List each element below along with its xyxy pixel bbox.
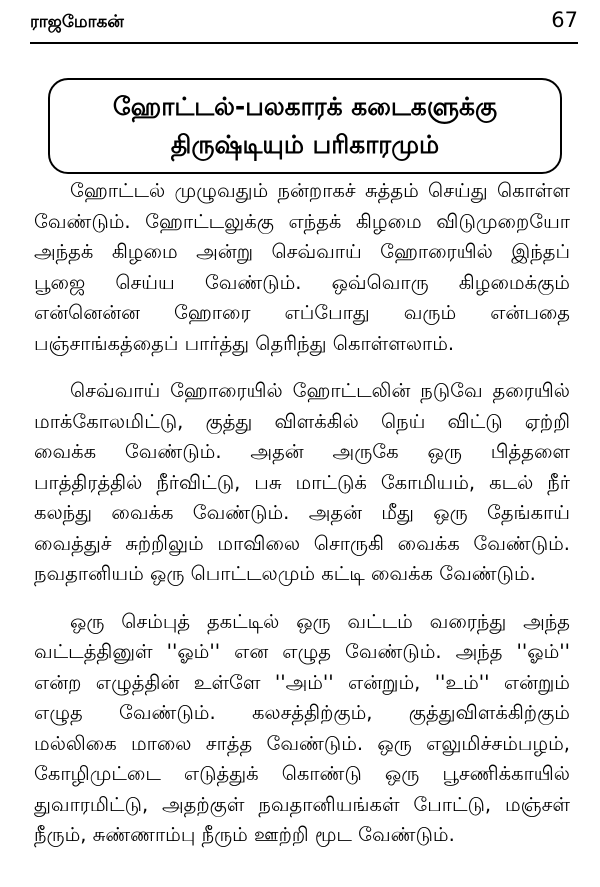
text-line: வட்டத்தினுள் ''ஓம்'' என எழுத வேண்டும். அந்த ''ஓம்'' [34, 640, 570, 663]
chapter-title-line-2: திருஷ்டியும் பரிகாரமும் [170, 130, 440, 159]
chapter-title-box [48, 78, 562, 174]
text-line: வைத்துச் சுற்றிலும் மாவிலை சொருகி வைக்க வேண்டும். [34, 531, 570, 555]
text-line: துவாரமிட்டு, அதற்குள் நவதானியங்கள் போட்டு, மஞ்சள் [34, 792, 570, 816]
text-line: நீரும், சுண்ணாம்பு நீரும் ஊற்றி மூட வேண்டும். [34, 823, 455, 846]
text-line: ஒரு செம்புத் தகட்டில் ஒரு வட்டம் வரைந்து அந்த [70, 609, 570, 633]
text-line: நவதானியம் ஒரு பொட்டலமும் கட்டி வைக்க வேண்டும். [34, 562, 536, 585]
body-text [34, 176, 570, 868]
text-line: பூஜை செய்ய வேண்டும். ஒவ்வொரு கிழமைக்கும் [34, 270, 570, 294]
text-line: ஹோட்டல் முழுவதும் நன்றாகச் சுத்தம் செய்து கொள்ள [70, 179, 570, 202]
text-line: என்ற எழுத்தின் உள்ளே ''அம்'' என்றும், ''உம்'' என்றும் [34, 670, 570, 694]
text-line: பஞ்சாங்கத்தைப் பார்த்து தெரிந்து கொள்ளலாம். [34, 331, 455, 355]
running-head: ராஜமோகன் [30, 12, 124, 32]
text-line: அந்தக் கிழமை அன்று செவ்வாய் ஹோரையில் இந்தப் [34, 240, 570, 263]
text-line: செவ்வாய் ஹோரையில் ஹோட்டலின் நடுவே தரையில் [70, 379, 570, 402]
text-line: கலந்து வைக்க வேண்டும். அதன் மீது ஒரு தேங்காய் [34, 501, 570, 524]
text-line: மல்லிகை மாலை சாத்த வேண்டும். ஒரு எலுமிச்சம்பழம், [34, 731, 570, 755]
chapter-title-line-1: ஹோட்டல்-பலகாரக் கடைகளுக்கு [112, 92, 498, 121]
text-line: வைக்க வேண்டும். அதன் அருகே ஒரு பித்தளை [34, 440, 570, 463]
header-rule [30, 42, 578, 44]
text-line: எழுத வேண்டும். கலசத்திற்கும், குத்துவிளக்கிற்கும் [34, 701, 570, 724]
page-number: 67 [551, 8, 578, 32]
text-line: பாத்திரத்தில் நீர்விட்டு, பசு மாட்டுக் கோமியம், கடல் நீர் [34, 470, 570, 494]
text-line: கோழிமுட்டை எடுத்துக் கொண்டு ஒரு பூசணிக்காயில் [34, 762, 570, 785]
text-line: என்னென்ன ஹோரை எப்போது வரும் என்பதை [34, 301, 570, 324]
text-line: மாக்கோலமிட்டு, குத்து விளக்கில் நெய் விட்டு ஏற்றி [34, 409, 570, 433]
paragraph-1 [34, 176, 570, 359]
paragraph-3 [34, 607, 570, 851]
text-line: வேண்டும். ஹோட்டலுக்கு எந்தக் கிழமை விடுமுறையோ [34, 209, 570, 233]
page-header [30, 8, 578, 42]
paragraph-2 [34, 376, 570, 590]
